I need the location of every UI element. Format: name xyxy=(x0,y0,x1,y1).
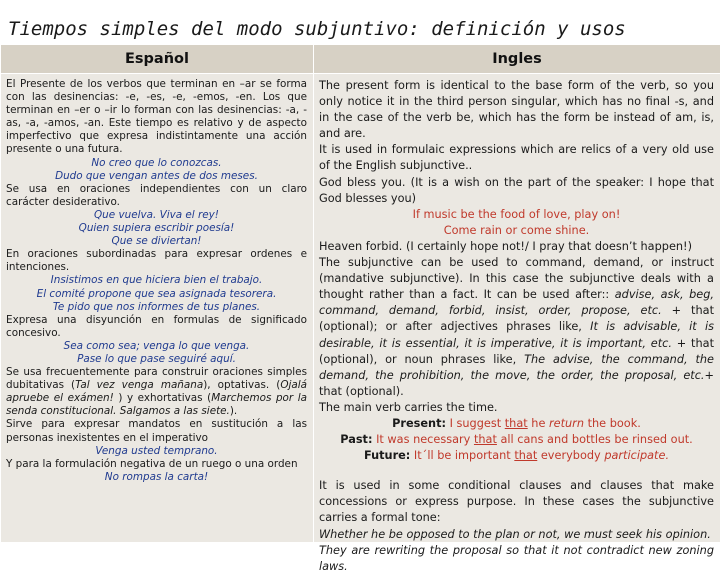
en-example-past: Past: It was necessary that all cans and bottles be rinsed out. xyxy=(340,433,693,447)
es-example: Venga usted temprano. xyxy=(95,444,218,457)
es-paragraph: Se usa en oraciones independientes con un claro carácter desiderativo. xyxy=(6,182,307,208)
es-example: No creo que lo conozcas. xyxy=(91,156,222,169)
es-paragraph: Expresa una disyunción en formulas de significado concesivo. xyxy=(6,313,307,339)
en-paragraph: The main verb carries the time. xyxy=(319,400,498,414)
es-paragraph: Y para la formulación negativa de un ruego o una orden xyxy=(6,457,298,470)
en-example: They are rewriting the proposal so that it not contradict new zoning laws. xyxy=(319,543,714,573)
es-paragraph: En oraciones subordinadas para expresar ordenes e intenciones. xyxy=(6,248,307,274)
es-example: Dudo que vengan antes de dos meses. xyxy=(55,169,258,182)
es-paragraph: Se usa frecuentemente para construir oraciones simples dubitativas (Tal vez venga mañana), optativas. (Ojalá apruebe el exámen! ) y exhortativas (Marchemos por la senda constitucional. Salgamos a las siete.). xyxy=(6,366,307,418)
en-paragraph: The present form is identical to the base form of the verb, so you only notice it in the third person singular, which has no final -s, and in the case of the verb be, which has the form be instead of am, is, and are. xyxy=(319,79,714,141)
es-paragraph: Sirve para expresar mandatos en sustitución a las personas inexistentes en el imperativo xyxy=(6,418,307,444)
en-example: If music be the food of love, play on! xyxy=(412,207,621,221)
comparison-table xyxy=(0,44,721,573)
es-example: El comité propone que sea asignada tesorera. xyxy=(36,287,277,300)
es-example: No rompas la carta! xyxy=(104,470,209,483)
en-paragraph: God bless you. (It is a wish on the part of the speaker: I hope that God blesses you) xyxy=(319,175,714,205)
english-cell xyxy=(314,74,721,573)
en-example-present: Present: I suggest that he return the book. xyxy=(392,416,641,430)
en-paragraph: It is used in some conditional clauses and clauses that make concessions or express purpose. In these cases the subjunctive carries a formal tone: xyxy=(319,479,714,525)
en-example-future: Future: It´ll be important that everybody participate. xyxy=(363,449,670,463)
es-example: Insistimos en que hiciera bien el trabajo. xyxy=(50,274,263,287)
header-spanish: Español xyxy=(1,45,314,74)
es-example: Que vuelva. Viva el rey! xyxy=(94,208,219,221)
es-example: Sea como sea; venga lo que venga. xyxy=(63,339,250,352)
en-paragraph: The subjunctive can be used to command, demand, or instruct (mandative subjunctive). In this case the subjunctive deals with a thought rather than a fact. It can be used after:: advise, ask, beg, command, demand, forbid, insist, order, propose, etc. + that (optional); or after adjectives phrases like, It is advisable, it is desirable, it is essential, it is imperative, it is important, etc. + that (optional), or noun phrases like, The advise, the command, the demand, the prohibition, the move, the order, the proposal, etc.+ that (optional). xyxy=(319,256,715,398)
en-paragraph: It is used in formulaic expressions which are relics of a very old use of the English subjunctive.. xyxy=(319,143,714,173)
es-paragraph: El Presente de los verbos que terminan en –ar se forma con las desinencias: -e, -es, -e, -emos, -en. Los que terminan en –er o –ir lo forman con las desinencias: -a, -as, -a, -amos, -an. Este tiempo es relativo y de aspecto imperfectivo que expresa indistintamente una acción presente o una futura. xyxy=(6,78,307,156)
es-example: Quien supiera escribir poesía! xyxy=(78,222,235,235)
en-paragraph: Heaven forbid. (I certainly hope not!/ I pray that doesn’t happen!) xyxy=(319,239,692,253)
en-example: Come rain or come shine. xyxy=(443,223,590,237)
spanish-cell xyxy=(1,74,314,543)
header-english: Ingles xyxy=(314,45,721,74)
es-example: Te pido que nos informes de tus planes. xyxy=(52,300,261,313)
en-example: Whether he be opposed to the plan or not, we must seek his opinion. xyxy=(319,527,711,541)
page-title: Tiempos simples del modo subjuntivo: definición y usos xyxy=(8,18,626,40)
es-example: Pase lo que pase seguiré aquí. xyxy=(77,352,236,365)
es-example: Que se diviertan! xyxy=(111,235,202,248)
